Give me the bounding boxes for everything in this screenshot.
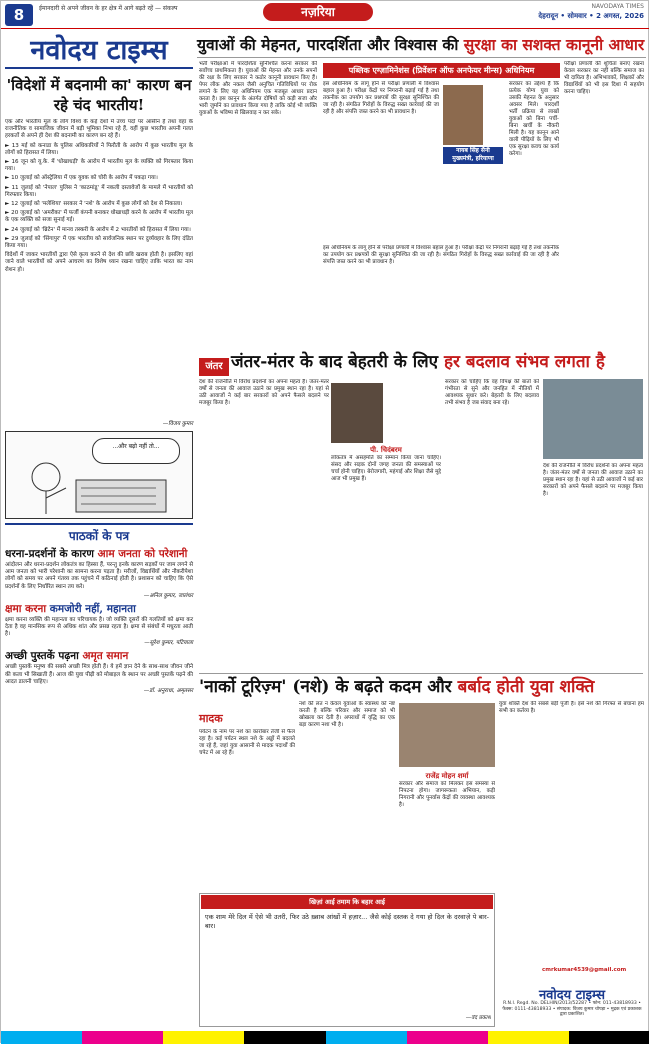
letter-title	[5, 602, 193, 617]
editorial-body	[5, 119, 193, 419]
contact-email[interactable]: cmrkumar4539@gmail.com	[542, 967, 627, 973]
third-author-name: राजेंद्र मोहन शर्मा	[425, 771, 469, 780]
letter-title	[5, 649, 193, 664]
cartoon-speech-bubble: ...और बढ़ो नहीं तो...	[92, 438, 180, 464]
letter-signature: —डॉ. अनुराधा, अमृतसर	[143, 688, 193, 695]
page-header	[1, 1, 649, 29]
third-headline	[199, 673, 643, 698]
letter-signature: —सुरेश कुमार, पटियाला	[144, 640, 193, 647]
third-column-2: नशे की लत न केवल युवाओं के स्वास्थ्य को नष्ट करती है बल्कि परिवार और समाज को भी खोखला कर देती है। अपराधों में वृद्धि का एक बड़ा कारण नशा भी है।	[299, 701, 395, 728]
imprint-masthead: नवोदय टाइम्स	[538, 988, 606, 1003]
lead-headline-highlight: सुरक्षा का सशक्त कानूनी आधार	[463, 35, 645, 54]
second-column-2: लोकतंत्र में असहमति का सम्मान किया जाना चाहिए। संसद और सड़क दोनों जगह जनता की समस्याओं पर चर्चा होनी चाहिए। बेरोजगारी, महंगाई और शिक्षा जैसे मुद्दे आज भी प्रमुख हैं।	[331, 455, 441, 482]
editorial-masthead: नवोदय टाइम्स	[5, 35, 193, 69]
color-swatch	[163, 1031, 244, 1044]
third-headline-highlight: बर्बाद होती युवा शक्ति	[457, 677, 595, 697]
editorial-headline: 'विदेशों में बदनामी का' कारण बन रहे चंद भारतीय!	[6, 76, 192, 114]
editorial-paragraph: ► 20 जुलाई को 'अमरीका' में फर्जी कंपनी बनाकर धोखाधड़ी करने के आरोप में भारतीय मूल के एक व्यक्ति को सजा सुनाई गई।	[5, 210, 193, 224]
letter-title	[5, 547, 193, 562]
third-story-photo	[399, 703, 495, 767]
second-column-3: सरकार को चाहिए कि वह विपक्ष की बातों को गंभीरता से सुने और जनहित में नीतियों में आवश्यक सुधार करे। बेहतरी के लिए बदलाव तभी संभव है जब संवाद बना रहे।	[445, 379, 539, 406]
color-swatch	[407, 1031, 488, 1044]
third-headline-part: 'नार्को टूरिज़्म' (नशे) के बढ़ते कदम और	[199, 677, 452, 697]
lead-story	[197, 35, 646, 58]
third-column-4: युवा शक्ति देश की सबसे बड़ी पूंजी है। इसे नशे की गिरफ्त से बचाना हम सभी का कर्तव्य है।	[499, 701, 644, 714]
third-column-1: पर्यटन के नाम पर नशे का कारोबार तेजी से फैल रहा है। कई पर्यटन स्थल नशे के अड्डों में बदलते जा रहे हैं, जहां युवा आसानी से मादक पदार्थों की चपेट में आ रहे हैं।	[199, 729, 295, 756]
section-label: नज़रिया	[263, 3, 373, 21]
editorial-paragraph: विदेशों में जाकर भारतीयों द्वारा ऐसे कृत्य करने से देश की छवि खराब होती है। इसलिए वहां जाने वाले भारतीयों को अपने आचरण का विशेष ध्यान रखना चाहिए ताकि भारत का नाम रोशन हो।	[5, 252, 193, 273]
page-number: 8	[5, 4, 33, 26]
cartoon-drawing-icon	[6, 432, 192, 518]
lead-box-title: पब्लिक एग्ज़ामिनेशंस (प्रिवेंशन ऑफ अनफेयर मीन्स) अधिनियम	[323, 63, 560, 78]
lead-headline	[197, 35, 646, 58]
color-swatch	[326, 1031, 407, 1044]
second-headline-part: जंतर-मंतर के बाद बेहतरी के लिए	[231, 352, 439, 372]
poem-title: खिज़ां आई तमाम कि बहार आई	[201, 895, 493, 909]
editorial-paragraph: ► 13 मई को कनाडा के पुलिस अधिकारियों ने फिरौती के आरोप में कुछ भारतीय मूल के लोगों को हिरासत में लिया।	[5, 142, 193, 156]
poem-signature: —वेद प्रकाश	[465, 1015, 491, 1021]
letter-title-highlight: अमृत समान	[82, 650, 129, 663]
letters-section-title: पाठकों के पत्र	[5, 523, 193, 544]
editorial-paragraph: एक और भारतीय मूल के लोग विश्व के कई देशों में उच्च पदों पर आसीन हैं तथा वहां के राजनीतिक व सामाजिक जीवन में बड़ी भूमिका निभा रहे हैं, वहीं कुछ भारतीय अपनी गलत हरकतों से अपने ही देश की बदनामी का कारण बन रहे हैं।	[5, 119, 193, 140]
letter-body: क्षमा करना व्यक्ति की महानता का परिचायक है। जो व्यक्ति दूसरों की गलतियों को क्षमा कर देता है वह मानसिक रूप से अधिक शांत और प्रसन्न रहता है। क्षमा से संबंधों में मधुरता आती है।	[5, 616, 193, 638]
author-photo	[443, 85, 483, 145]
third-column-3: सरकार और समाज को मिलकर इस समस्या से निपटना होगा। जागरूकता अभियान, कड़ी निगरानी और पुनर्वास केंद्रों की व्यवस्था आवश्यक है।	[399, 781, 495, 808]
second-column-4: देश की राजनीति में विरोध प्रदर्शनों का अपना महत्व है। जंतर-मंतर वर्षों से जनता की आवाज उठाने का प्रमुख स्थान रहा है। यहां से उठी आवाजों ने कई बार सरकारों को अपने फैसले बदलने पर मजबूर किया है।	[543, 463, 643, 497]
letter-title-part: धरना-प्रदर्शनों के कारण	[5, 548, 94, 560]
editorial-signature: —विजय कुमार	[162, 421, 193, 427]
second-headline	[231, 351, 643, 373]
paper-name-small: NAVODAYA TIMES	[591, 3, 644, 10]
editorial-paragraph: ► 16 जून को यू.के. में 'धोखाधड़ी' के आरोप में भारतीय मूल के व्यक्ति को गिरफ्तार किया गया।	[5, 159, 193, 173]
editorial-cartoon	[5, 431, 193, 519]
bottom-color-bar	[1, 1031, 649, 1044]
color-swatch	[488, 1031, 569, 1044]
author-name-box	[443, 147, 503, 164]
editorial-paragraph: ► 29 जुलाई को 'सिंगापुर' में एक भारतीय को सार्वजनिक स्थान पर दुर्व्यवहार के लिए दंडित किया गया।	[5, 235, 193, 250]
color-swatch	[569, 1031, 649, 1044]
lead-column-2: इस अधिनियम के लागू होने से परीक्षा प्रणाली में विश्वास बहाल हुआ है। परीक्षा केंद्रों पर निगरानी बढ़ाई गई है तथा तकनीक का उपयोग कर प्रश्नपत्रों की सुरक्षा सुनिश्चित की जा रही है। संगठित गिरोहों के विरुद्ध सख्त कार्रवाई की जा रही है और संपत्ति जब्त करने का भी प्रावधान है।	[323, 81, 439, 115]
lead-column-4: परीक्षा प्रणाली की शुचिता बनाए रखना केवल सरकार का नहीं बल्कि समाज का भी दायित्व है। अभिभावकों, शिक्षकों और विद्यार्थियों को भी इस दिशा में सहयोग करना चाहिए।	[564, 61, 644, 95]
imprint-text: R.N.I. Regd. No. DELHIN/2013/52287 • फोन: 011-43818933 • फैक्स: 0111-43818933 • संपादक: विजय कुमार चोपड़ा • मुद्रक एवं प्रकाशक द्वारा प्रकाशित।	[502, 1001, 642, 1017]
lead-column-3: सरकार का उद्देश्य है कि प्रत्येक योग्य युवा को उसकी मेहनत के अनुसार अवसर मिले। पारदर्शी भर्ती प्रक्रिया से लाखों युवाओं को बिना पर्ची-बिना खर्ची के नौकरी मिली है। यह कानून आने वाली पीढ़ियों के लिए भी एक सुरक्षा कवच का कार्य करेगा।	[509, 81, 559, 157]
color-swatch	[244, 1031, 325, 1044]
second-story-tag: जंतर	[199, 358, 229, 376]
lead-column-3b: इस अधिनियम के लागू होने से परीक्षा प्रणाली में विश्वास बहाल हुआ है। परीक्षा केंद्रों पर निगरानी बढ़ाई गई है तथा तकनीक का उपयोग कर प्रश्नपत्रों की सुरक्षा सुनिश्चित की जा रही है। संगठित गिरोहों के विरुद्ध सख्त कार्रवाई की जा रही है और संपत्ति जब्त करने का भी प्रावधान है।	[323, 245, 559, 265]
editorial-paragraph: ► 12 जुलाई को 'मलेशिया' सरकार ने 'नशे' के आरोप में कुछ लोगों को देश से निकाला।	[5, 201, 183, 208]
editorial-paragraph: ► 10 जुलाई को ऑस्ट्रेलिया में एक युवक को चोरी के आरोप में पकड़ा गया।	[5, 175, 158, 182]
editorial-paragraph: ► 24 जुलाई को 'ब्रिटेन' में मानव तस्करी के आरोप में 2 भारतीयों को हिरासत में लिया गया।	[5, 226, 191, 233]
second-author-photo	[331, 383, 383, 443]
letter-title-part: क्षमा करना	[5, 602, 47, 615]
lead-headline-part: युवाओं की मेहनत, पारदर्शिता और विश्वास की	[197, 35, 459, 54]
third-story-tag: मादक	[199, 712, 223, 725]
author-role: मुख्यमंत्री, हरियाणा	[452, 155, 494, 162]
top-quote: ईमानदारी से अपने जीवन के हर क्षेत्र में आगे बढ़ते रहें — संकल्प	[39, 5, 178, 12]
second-headline-highlight: हर बदलाव संभव लगता है	[444, 352, 605, 372]
letter-title-highlight: कमजोरी नहीं, महानता	[49, 602, 136, 615]
letter-body: अच्छी पुस्तकें मनुष्य की सबसे अच्छी मित्र होती हैं। ये हमें ज्ञान देने के साथ-साथ जीवन जीने की कला भी सिखाती हैं। आज की युवा पीढ़ी को मोबाइल के स्थान पर अच्छी पुस्तकें पढ़ने की आदत डालनी चाहिए।	[5, 664, 193, 685]
color-swatch	[1, 1031, 82, 1044]
letter-body: आंदोलन और धरना-प्रदर्शन लोकतंत्र का हिस्सा हैं, परन्तु इनके कारण सड़कों पर जाम लगने से आम जनता को भारी परेशानी का सामना करना पड़ता है। मरीजों, विद्यार्थियों और नौकरीपेशा लोगों को समय पर अपने गंतव्य तक पहुंचने में कठिनाई होती है। प्रशासन को चाहिए कि ऐसे प्रदर्शनों के लिए निर्धारित स्थान तय करे।	[5, 562, 193, 590]
second-column-1: देश की राजनीति में विरोध प्रदर्शनों का अपना महत्व है। जंतर-मंतर वर्षों से जनता की आवाज उठाने का प्रमुख स्थान रहा है। यहां से उठी आवाजों ने कई बार सरकारों को अपने फैसले बदलने पर मजबूर किया है।	[199, 379, 329, 406]
letter-title-highlight: आम जनता को परेशानी	[97, 548, 188, 560]
second-story-photo	[543, 379, 643, 459]
editorial-paragraph: ► 11 जुलाई को 'नेपाल' पुलिस ने 'काठमांडू' में नकली दस्तावेजों के मामले में भारतीयों को गिरफ्तार किया।	[5, 184, 193, 198]
color-swatch	[82, 1031, 163, 1044]
author-name: नायब सिंह सैनी	[456, 147, 490, 154]
poem-body: एक शाम मेरे दिल में ऐसे भी उतरी, फिर उठे ख़्वाब आंखों में हज़ार... जैसे कोई दस्तक दे गया हो दिल के दरवाज़े पे बार-बार।	[205, 913, 489, 930]
lead-column-1: भर्ती परीक्षाओं में पारदर्शिता सुनिश्चित करना सरकार की सर्वोच्च प्राथमिकता है। युवाओं की मेहनत और उनके सपनों की रक्षा के लिए सरकार ने कठोर कानूनी प्रावधान किए हैं। पेपर लीक और नकल जैसी अनुचित गतिविधियों पर रोक लगाने के लिए यह अधिनियम एक मजबूत आधार प्रदान करता है। इस कानून के अंतर्गत दोषियों को कड़ी सजा और भारी जुर्माने का प्रावधान किया गया है ताकि कोई भी व्यक्ति युवाओं के भविष्य से खिलवाड़ न कर सके।	[199, 61, 317, 116]
letter-signature: —अनिल कुमार, जालंधर	[143, 592, 193, 599]
second-author-name: पी. चिदंबरम	[370, 445, 402, 454]
letter-title-part: अच्छी पुस्तकें पढ़ना	[5, 650, 79, 663]
date-line: देहरादून • सोमवार • 2 अगस्त, 2026	[538, 12, 644, 20]
editorial-column	[5, 35, 193, 696]
